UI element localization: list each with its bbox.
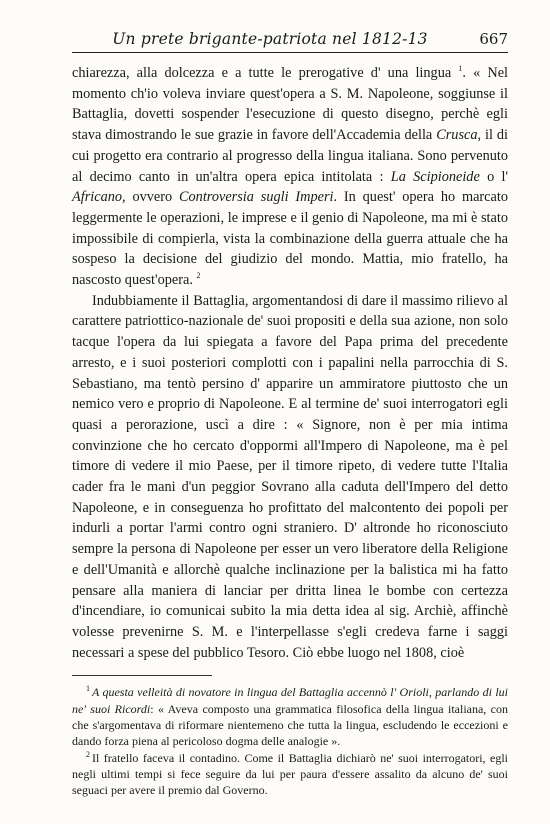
page-number: 667 [479, 30, 508, 48]
main-text [72, 63, 508, 663]
footnote-ref-2: 2 [196, 271, 201, 281]
footnote-1 [72, 684, 508, 749]
paragraph-1-text-e: , ovvero [122, 189, 173, 206]
title-africano: Africano [72, 189, 123, 206]
footnote-1-text-a: A questa velleità di novatore in lingua del Battaglia accennò l' Orioli, parlando di lui ne' suoi [72, 685, 508, 716]
title-crusca: Crusca [436, 127, 478, 144]
paragraph-2: Indubbiamente il Battaglia, argomentandosi di dare il massimo rilievo al carattere patriottico-nazionale de' suoi propositi e della sua azione, non solo tacque l'opera da lui spiegata a favore del Papa prima del precedente arresto, e i suoi posteriori complotti con i papalini nella parrocchia di S. Sebastiano, ma tentò persino d' apparire un ammiratore piuttosto che un nemico vero e proprio di Napoleone. E al termine de' suoi interrogatori egli quasi a perorazione, uscì a dire : « Signore, non è per mia intima convinzione che ho cercato d'oppormi all'Impero di Napoleone, ma è pel timore di vedere il mio Paese, per il timore ripeto, di vedere tutte l'Italia cader fra le mani d'un peggior Sovrano alla caduta dell'Impero del detto Napoleone, e in conseguenza ho profittato del malcontento dei popoli per indurli a portar l'armi contro ogni straniero. D' altronde ho riconosciuto sempre la persona di Napoleone per esser un vero liberatore della Religione e dell'Umanità e allorchè qualche inclinazione per la balistica mi ha fatto pensare alla maniera di lanciar per dritta linea le bombe con certezza d'incendiare, io comunicai subito la mia detta idea al sig. Archiè, affinchè volesse prevenirne S. M. e l'interpellasse s'egli credeva farne i saggi necessari a spese del pubblico Tesoro. Ciò ebbe luogo nel 1808, cioè [72, 292, 508, 661]
footnote-ref-1: 1 [458, 64, 463, 74]
footnote-2-text: Il fratello faceva il contadino. Come il Battaglia dichiarò ne' suoi interrogatori, egli negli ultimi tempi si fece seguire da lui per paura d'essere assalito da alcuno de' suoi seguaci per avere il premio dal Governo. [72, 750, 508, 798]
paragraph-1-text-d: o l' [487, 168, 509, 185]
paragraph-1-text-f: . In quest' opera ho marcato leggermente le operazioni, le imprese e il genio di Napoleone, ma mi è stato impossibile di compierla, vista la combinazione della guerra attuale che ha sospeso la decisione del giudizio del mondo. Mattia, mio fratello, ha nascosto quest'opera. [72, 189, 508, 289]
running-title: Un prete brigante-patriota nel 1812-13 [112, 30, 428, 48]
footnote-1-text-b: : « Aveva composto una grammatica filosofica della lingua italiana, con che s'argomentava di riformare nientemeno che tutta la lingua, escludendo le eccezioni e dando forza piena al pericoloso dogma delle analogie ». [72, 701, 509, 749]
footnote-1-mark: 1 [86, 684, 90, 694]
footnote-divider [72, 675, 212, 676]
footnote-2 [72, 750, 508, 799]
title-scipioneide: La Scipioneide [390, 168, 480, 185]
title-controversia: Controversia sugli Imperi [179, 189, 334, 206]
footnotes [72, 684, 508, 798]
running-header [72, 30, 508, 53]
book-page [72, 30, 508, 798]
paragraph-1 [72, 63, 508, 291]
paragraph-1-text-a: chiarezza, alla dolcezza e a tutte le prerogative d' una lingua [72, 65, 452, 81]
paragraph-1-text-c: , il di cui progetto era contrario al progresso della lingua italiana. Sono pervenuto al decimo canto in un'altra opera epica intitolata : [72, 127, 509, 185]
paragraph-1-text-b: . « Nel momento ch'io voleva inviare quest'opera a S. M. Napoleone, soggiunse il Battaglia, dovetti sospender l'esecuzione di questo disegno, perchè egli stava dimostrando le sue grazie in favore dell'Accademia della [72, 65, 509, 144]
title-ricordi: Ricordi [114, 701, 151, 716]
footnote-2-mark: 2 [86, 749, 90, 759]
